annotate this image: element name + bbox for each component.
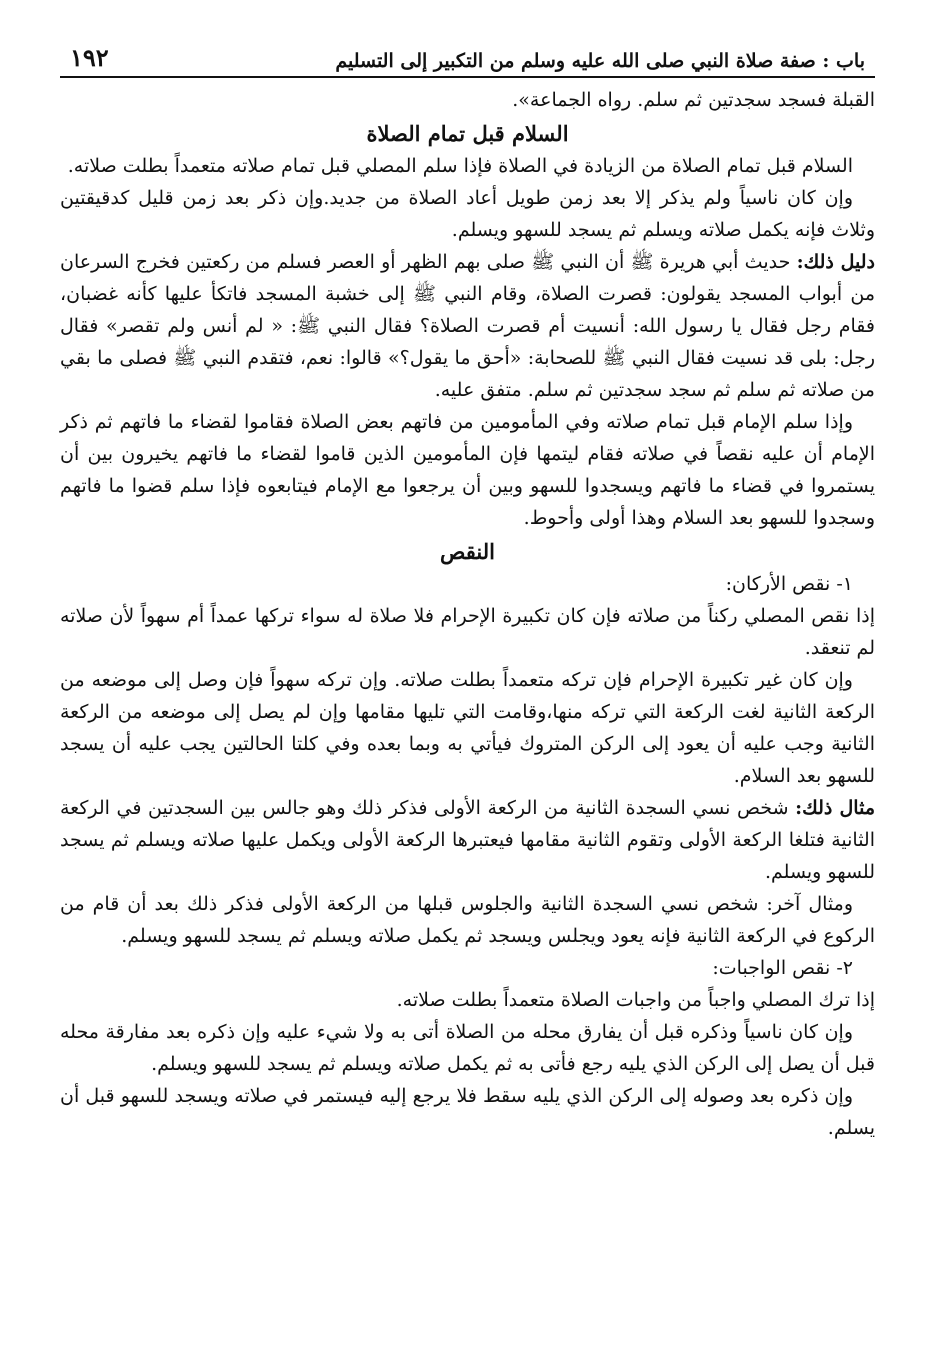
paragraph-continuation: القبلة فسجد سجدتين ثم سلم. رواه الجماعة». — [512, 89, 875, 111]
chapter-title: باب : صفة صلاة النبي صلى الله عليه وسلم من التكبير إلى التسليم — [335, 50, 865, 72]
paragraph-arkan-takbir: إذا نقص المصلي ركناً من صلاته فإن كان تكبيرة الإحرام فلا صلاة له سواء تركها عمداً أم سهواً لأن صلاته لم تنعقد. — [60, 605, 875, 659]
paragraph-wajib-forgot: وإن كان ناسياً وذكره قبل أن يفارق محله من الصلاة أتى به ولا شيء عليه وإن ذكره بعد مفارقة محله قبل أن يصل إلى الركن الذي يليه رجع فأتى به ثم يكمل صلاته ويسلم ثم يسجد للسهو ويسلم. — [60, 1021, 875, 1075]
evidence-label: دليل ذلك: — [796, 251, 876, 273]
example-text: شخص نسي السجدة الثانية من الركعة الأولى فذكر ذلك وهو جالس بين السجدتين في الركعة الثانية فتلغا الركعة الأولى وتقوم الثانية مقامها فيعتبرها الركعة الأولى ويكمل عليها صلاته ويسلم ثم يسجد للسهو ويسلم. — [60, 797, 875, 883]
paragraph-wajib-after: وإن ذكره بعد وصوله إلى الركن الذي يليه سقط فلا يرجع إليه فيستمر في صلاته ويسجد للسهو قبل أن يسلم. — [60, 1085, 875, 1139]
book-page — [60, 28, 875, 1144]
paragraph-imam-salam: وإذا سلم الإمام قبل تمام صلاته وفي المأمومين من فاتهم بعض الصلاة فقاموا لقضاء ما فاتهم ثم ذكر الإمام أن عليه نقصاً في صلاته فقام ليتمها فإن المأمومين الذين قاموا لقضاء ما فاتهم يخيرون بين أن يستمروا في قضاء ما فاتهم ويسجدوا للسهو وبين أن يرجعوا مع الإمام فيتابعوه فإذا سلم قضوا ما فاتهم وسجدوا للسهو بعد السلام وهذا أولى وأحوط. — [60, 411, 875, 529]
page-number: ١٩٢ — [70, 43, 109, 72]
page-header — [60, 28, 875, 78]
paragraph-another-example: ومثال آخر: شخص نسي السجدة الثانية والجلوس قبلها من الركعة الأولى فذكر ذلك بعد أن قام من الركوع في الركعة الثانية فإنه يعود ويجلس ويسجد ثم يكمل صلاته ويسلم ثم يسجد للسهو ويسلم. — [60, 893, 875, 947]
paragraph-salam-rule: السلام قبل تمام الصلاة من الزيادة في الصلاة فإذا سلم المصلي قبل تمام صلاته متعمداً بطلت صلاته. — [67, 155, 853, 177]
subheading-wajibat: ٢- نقص الواجبات: — [712, 957, 853, 979]
page-body — [60, 78, 875, 1144]
section-heading-salam: السلام قبل تمام الصلاة — [366, 121, 569, 146]
paragraph-salam-forgot: وإن كان ناسياً ولم يذكر إلا بعد زمن طويل أعاد الصلاة من جديد.وإن ذكر بعد زمن قليل كدقيقتين وثلاث فإنه يكمل صلاته ويسلم ثم يسجد للسهو ويسلم. — [60, 187, 875, 241]
section-heading-naqs: النقص — [440, 539, 495, 564]
subheading-arkan: ١- نقص الأركان: — [725, 573, 853, 595]
paragraph-evidence — [60, 246, 875, 406]
paragraph-arkan-other: وإن كان غير تكبيرة الإحرام فإن تركه متعمداً بطلت صلاته. وإن تركه سهواً فإن وصل إلى موضعه من الركعة الثانية لغت الركعة التي تركه منها،وقامت التي تليها مقامها وإن لم يصل إلى موضعه من الركعة الثانية وجب عليه أن يعود إلى الركن المتروك فيأتي به وبما بعده وفي كلتا الحالتين يجب عليه أن يسجد للسهو بعد السلام. — [60, 669, 875, 787]
example-label: مثال ذلك: — [795, 797, 876, 819]
evidence-text: حديث أبي هريرة ﷺ أن النبي ﷺ صلى بهم الظهر أو العصر فسلم من ركعتين فخرج السرعان من أبواب المسجد يقولون: قصرت الصلاة، وقام النبي ﷺ إلى خشبة المسجد فاتكأ عليها كأنه غضبان، فقام رجل فقال يا رسول الله: أنسيت أم قصرت الصلاة؟ فقال النبي ﷺ: « لم أنس ولم تقصر» فقال رجل: بلى قد نسيت فقال النبي ﷺ للصحابة: «أحق ما يقول؟» قالوا: نعم، فتقدم النبي ﷺ فصلى ما بقي من صلاته ثم سلم ثم سجد سجدتين ثم سلم. متفق عليه. — [60, 251, 875, 401]
paragraph-wajib-intentional: إذا ترك المصلي واجباً من واجبات الصلاة متعمداً بطلت صلاته. — [396, 989, 875, 1011]
paragraph-example — [60, 792, 875, 888]
